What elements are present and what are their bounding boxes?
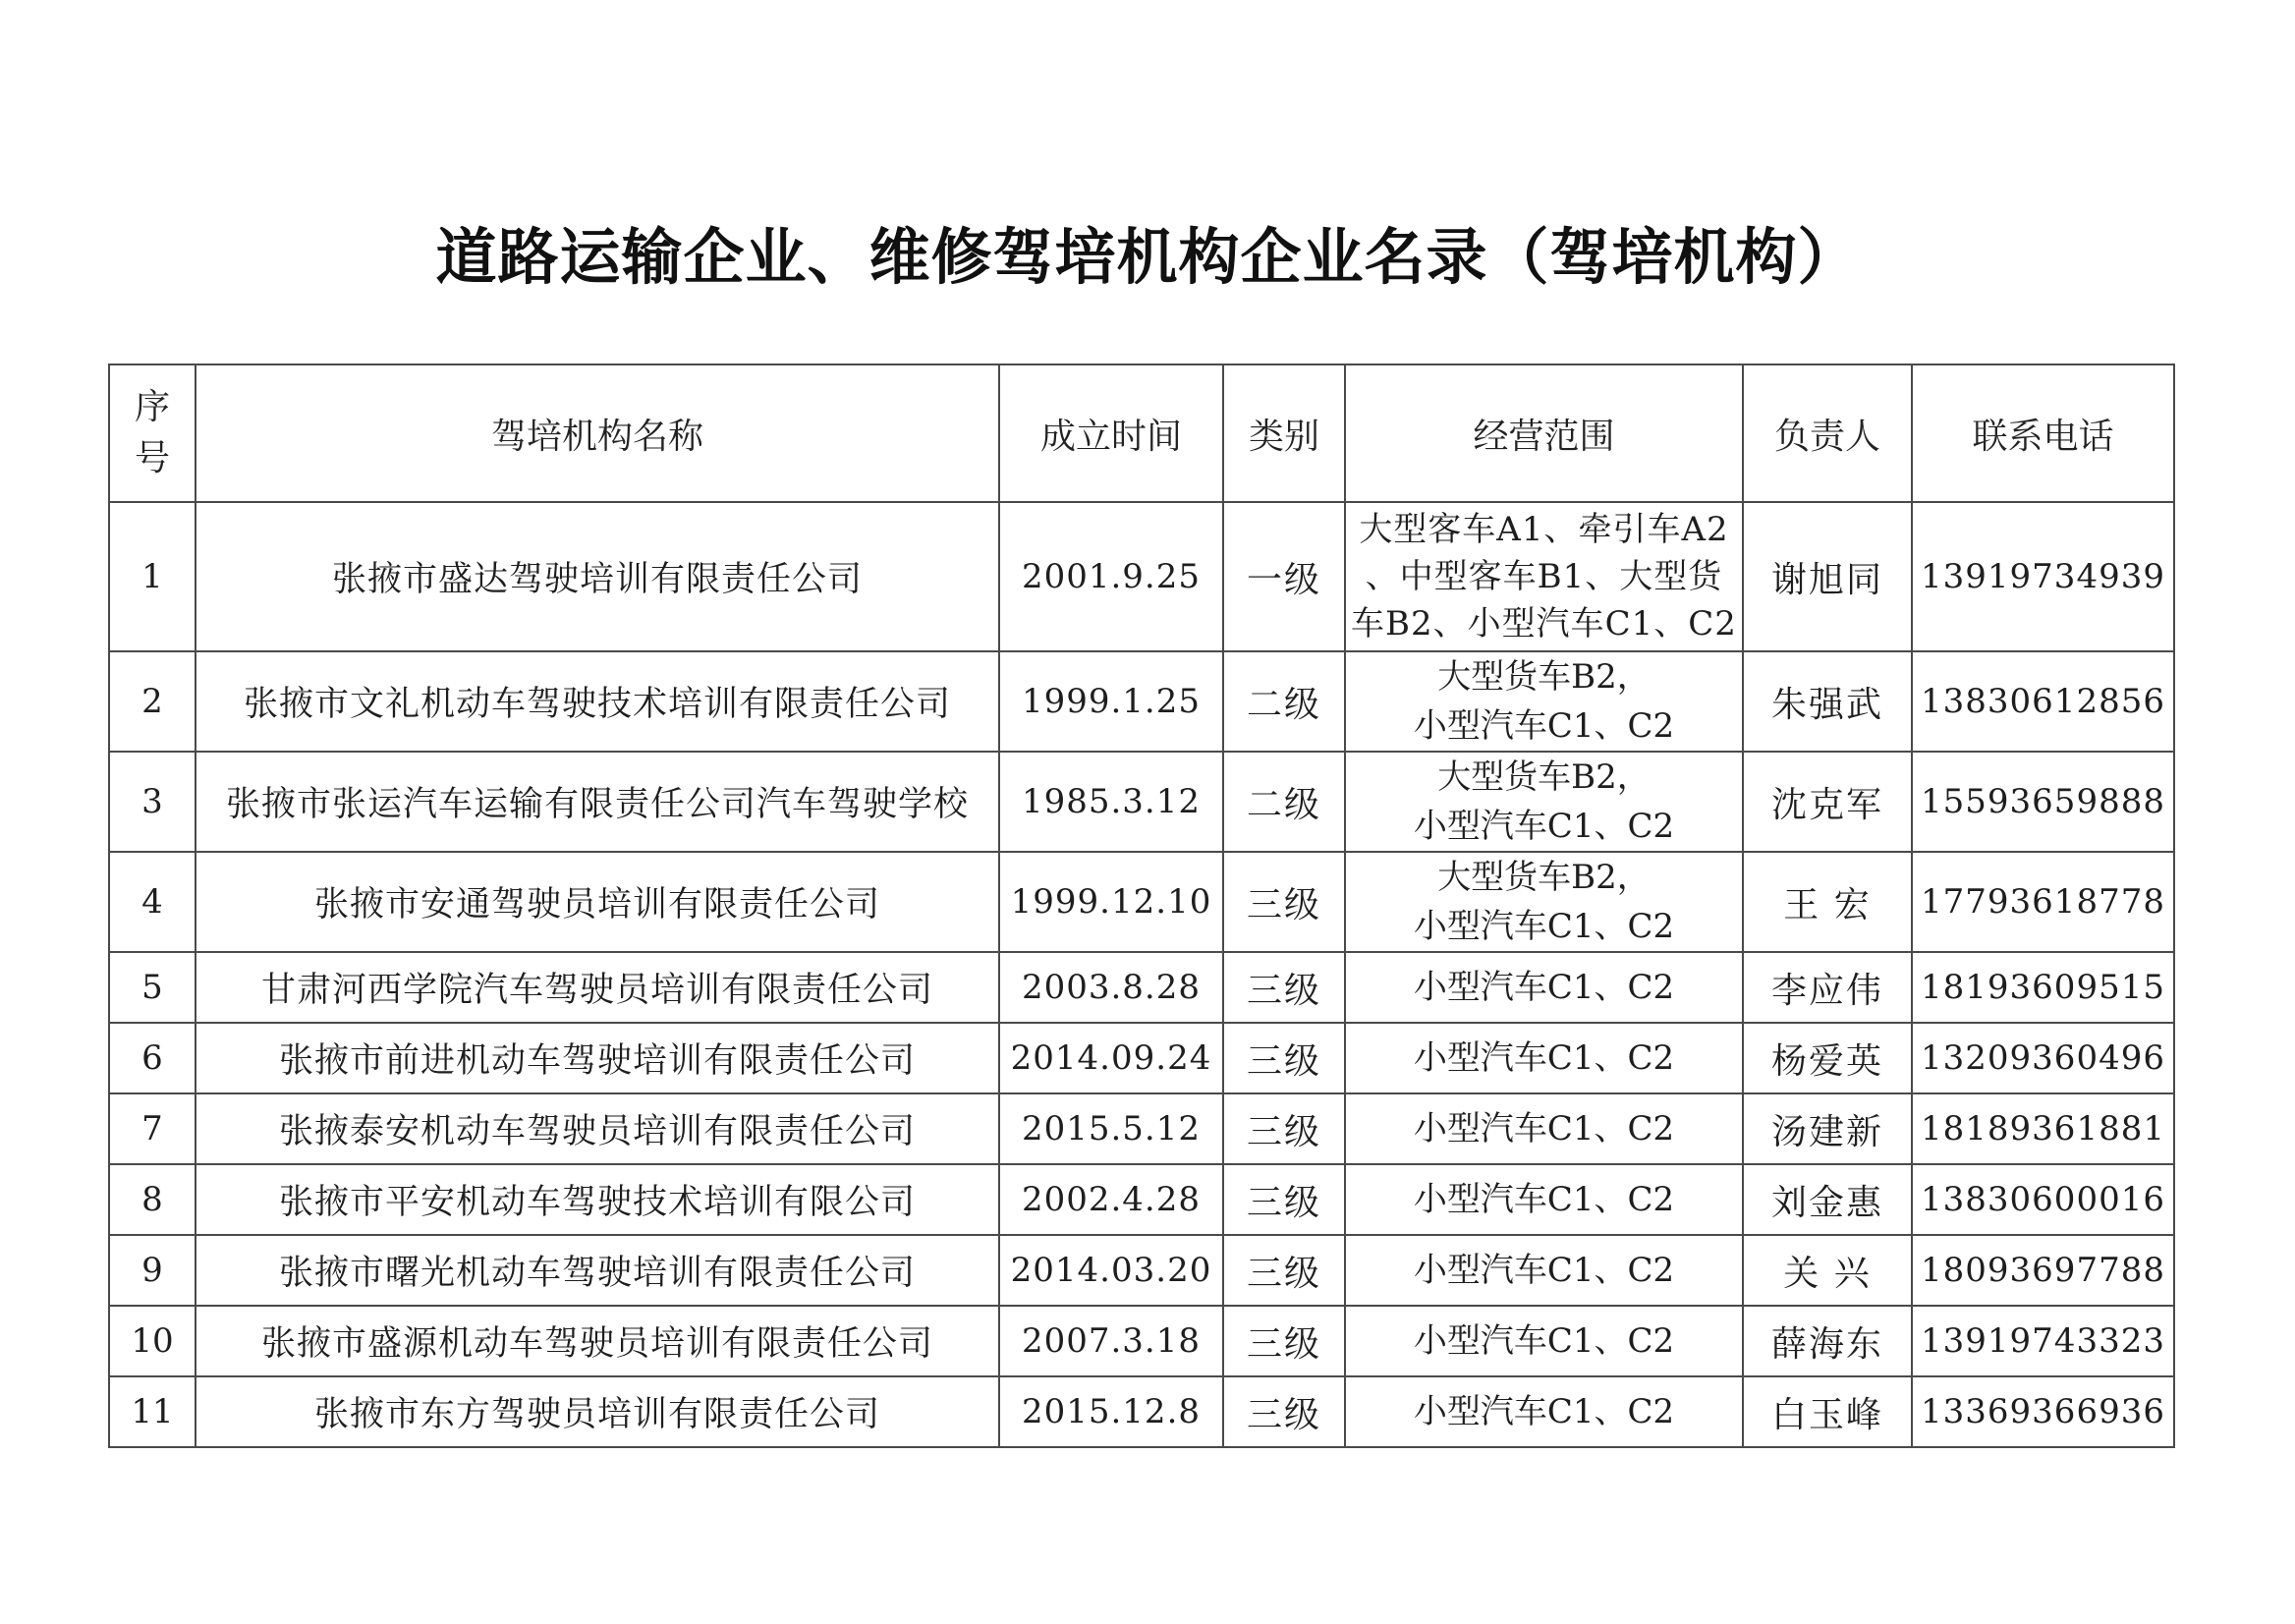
scope-line: 大型货车B2， xyxy=(1437,757,1651,797)
cell-index: 8 xyxy=(109,1164,196,1235)
cell-school-name: 张掖市曙光机动车驾驶培训有限责任公司 xyxy=(196,1235,999,1306)
cell-level: 三级 xyxy=(1223,1093,1345,1164)
cell-index: 3 xyxy=(109,752,196,852)
table-row xyxy=(109,1093,2174,1164)
cell-index: 7 xyxy=(109,1093,196,1164)
cell-established: 2015.5.12 xyxy=(999,1093,1223,1164)
cell-phone: 15593659888 xyxy=(1912,752,2174,852)
cell-scope xyxy=(1345,1093,1743,1164)
cell-established: 2007.3.18 xyxy=(999,1306,1223,1376)
table-row xyxy=(109,1306,2174,1376)
cell-person: 薛海东 xyxy=(1743,1306,1912,1376)
driving-school-roster-table xyxy=(108,364,2175,1448)
cell-level: 三级 xyxy=(1223,1235,1345,1306)
table-row xyxy=(109,651,2174,752)
cell-school-name: 张掖市张运汽车运输有限责任公司汽车驾驶学校 xyxy=(196,752,999,852)
scope-line: 、中型客车B1、大型货 xyxy=(1365,557,1723,596)
scope-line: 小型汽车C1、C2 xyxy=(1413,1392,1675,1431)
table-row xyxy=(109,752,2174,852)
cell-established: 2015.12.8 xyxy=(999,1376,1223,1447)
cell-school-name: 张掖市安通驾驶员培训有限责任公司 xyxy=(196,852,999,952)
cell-index: 5 xyxy=(109,952,196,1023)
cell-level: 三级 xyxy=(1223,1023,1345,1093)
scope-line: 小型汽车C1、C2 xyxy=(1413,968,1675,1007)
cell-established: 1999.1.25 xyxy=(999,651,1223,752)
cell-level: 三级 xyxy=(1223,952,1345,1023)
cell-phone: 18189361881 xyxy=(1912,1093,2174,1164)
header-index-bottom: 号 xyxy=(134,438,170,478)
cell-school-name: 甘肃河西学院汽车驾驶员培训有限责任公司 xyxy=(196,952,999,1023)
cell-scope xyxy=(1345,1235,1743,1306)
scope-line: 车B2、小型汽车C1、C2 xyxy=(1351,604,1737,644)
cell-established: 1985.3.12 xyxy=(999,752,1223,852)
scope-line: 小型汽车C1、C2 xyxy=(1413,1180,1675,1219)
cell-phone: 13919734939 xyxy=(1912,502,2174,651)
cell-index: 6 xyxy=(109,1023,196,1093)
cell-scope xyxy=(1345,502,1743,651)
cell-scope xyxy=(1345,1376,1743,1447)
cell-scope xyxy=(1345,752,1743,852)
cell-phone: 13369366936 xyxy=(1912,1376,2174,1447)
cell-person: 朱强武 xyxy=(1743,651,1912,752)
cell-level: 三级 xyxy=(1223,1164,1345,1235)
cell-school-name: 张掖泰安机动车驾驶员培训有限责任公司 xyxy=(196,1093,999,1164)
cell-phone: 18093697788 xyxy=(1912,1235,2174,1306)
cell-level: 二级 xyxy=(1223,752,1345,852)
cell-index: 11 xyxy=(109,1376,196,1447)
cell-established: 2014.03.20 xyxy=(999,1235,1223,1306)
cell-scope xyxy=(1345,1023,1743,1093)
cell-level: 三级 xyxy=(1223,1306,1345,1376)
table-row xyxy=(109,1023,2174,1093)
header-index xyxy=(109,364,196,502)
header-person: 负责人 xyxy=(1743,364,1912,502)
scope-line: 小型汽车C1、C2 xyxy=(1413,1038,1675,1078)
scope-line: 小型汽车C1、C2 xyxy=(1413,1251,1675,1290)
cell-index: 1 xyxy=(109,502,196,651)
cell-established: 2002.4.28 xyxy=(999,1164,1223,1235)
cell-scope xyxy=(1345,651,1743,752)
cell-level: 三级 xyxy=(1223,852,1345,952)
scope-line: 小型汽车C1、C2 xyxy=(1413,706,1675,746)
cell-index: 9 xyxy=(109,1235,196,1306)
cell-phone: 18193609515 xyxy=(1912,952,2174,1023)
cell-phone: 13919743323 xyxy=(1912,1306,2174,1376)
cell-person: 谢旭同 xyxy=(1743,502,1912,651)
cell-scope xyxy=(1345,1164,1743,1235)
table-row xyxy=(109,952,2174,1023)
header-level: 类别 xyxy=(1223,364,1345,502)
table-row xyxy=(109,502,2174,651)
cell-established: 2001.9.25 xyxy=(999,502,1223,651)
cell-person: 杨爱英 xyxy=(1743,1023,1912,1093)
table-header-row xyxy=(109,364,2174,502)
cell-index: 4 xyxy=(109,852,196,952)
scope-line: 小型汽车C1、C2 xyxy=(1413,1109,1675,1148)
scope-line: 大型客车A1、牵引车A2 xyxy=(1359,510,1729,549)
cell-school-name: 张掖市东方驾驶员培训有限责任公司 xyxy=(196,1376,999,1447)
cell-phone: 13830612856 xyxy=(1912,651,2174,752)
cell-person: 刘金惠 xyxy=(1743,1164,1912,1235)
cell-phone: 13830600016 xyxy=(1912,1164,2174,1235)
cell-index: 10 xyxy=(109,1306,196,1376)
cell-person: 白玉峰 xyxy=(1743,1376,1912,1447)
cell-index: 2 xyxy=(109,651,196,752)
header-scope: 经营范围 xyxy=(1345,364,1743,502)
scope-line: 小型汽车C1、C2 xyxy=(1413,907,1675,946)
cell-person: 关 兴 xyxy=(1743,1235,1912,1306)
cell-established: 2003.8.28 xyxy=(999,952,1223,1023)
cell-person: 王 宏 xyxy=(1743,852,1912,952)
table-body xyxy=(109,502,2174,1447)
scope-line: 大型货车B2， xyxy=(1437,657,1651,697)
cell-level: 二级 xyxy=(1223,651,1345,752)
table-row xyxy=(109,1376,2174,1447)
cell-school-name: 张掖市文礼机动车驾驶技术培训有限责任公司 xyxy=(196,651,999,752)
header-name: 驾培机构名称 xyxy=(196,364,999,502)
cell-level: 三级 xyxy=(1223,1376,1345,1447)
document-title: 道路运输企业、维修驾培机构企业名录（驾培机构） xyxy=(435,221,1860,293)
cell-person: 沈克军 xyxy=(1743,752,1912,852)
scope-line: 大型货车B2， xyxy=(1437,858,1651,897)
cell-school-name: 张掖市平安机动车驾驶技术培训有限公司 xyxy=(196,1164,999,1235)
cell-phone: 13209360496 xyxy=(1912,1023,2174,1093)
cell-established: 2014.09.24 xyxy=(999,1023,1223,1093)
header-phone: 联系电话 xyxy=(1912,364,2174,502)
cell-established: 1999.12.10 xyxy=(999,852,1223,952)
cell-level: 一级 xyxy=(1223,502,1345,651)
cell-scope xyxy=(1345,1306,1743,1376)
cell-school-name: 张掖市前进机动车驾驶培训有限责任公司 xyxy=(196,1023,999,1093)
cell-scope xyxy=(1345,852,1743,952)
header-established: 成立时间 xyxy=(999,364,1223,502)
cell-scope xyxy=(1345,952,1743,1023)
header-index-top: 序 xyxy=(134,387,170,427)
table-row xyxy=(109,852,2174,952)
scope-line: 小型汽车C1、C2 xyxy=(1413,807,1675,846)
cell-school-name: 张掖市盛达驾驶培训有限责任公司 xyxy=(196,502,999,651)
cell-person: 汤建新 xyxy=(1743,1093,1912,1164)
scope-line: 小型汽车C1、C2 xyxy=(1413,1321,1675,1361)
table-row xyxy=(109,1235,2174,1306)
cell-phone: 17793618778 xyxy=(1912,852,2174,952)
cell-person: 李应伟 xyxy=(1743,952,1912,1023)
cell-school-name: 张掖市盛源机动车驾驶员培训有限责任公司 xyxy=(196,1306,999,1376)
table-row xyxy=(109,1164,2174,1235)
